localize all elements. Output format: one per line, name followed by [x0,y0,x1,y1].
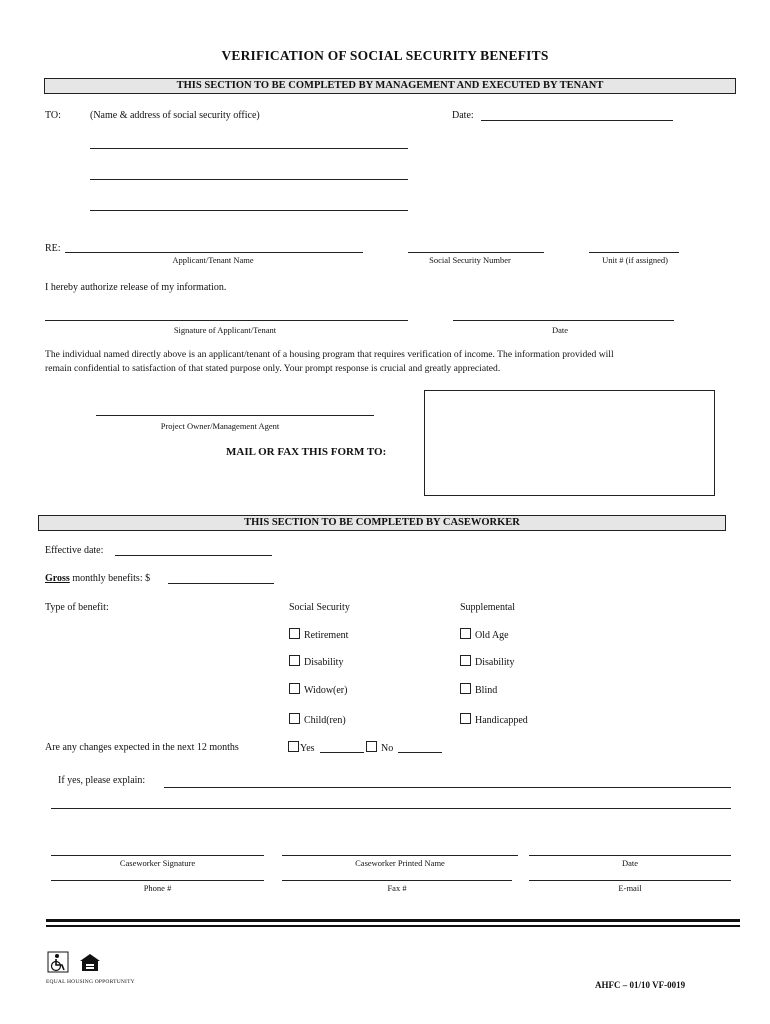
caption-signature: Signature of Applicant/Tenant [173,325,277,335]
checkbox-icon[interactable] [289,628,300,639]
footer-divider-thin [46,925,740,927]
changes-question: Are any changes expected in the next 12 months [45,742,239,753]
section-header-management: THIS SECTION TO BE COMPLETED BY MANAGEMENT AND EXECUTED BY TENANT [44,78,736,94]
office-address-line-2[interactable] [90,179,408,180]
section-header-caseworker: THIS SECTION TO BE COMPLETED BY CASEWORKER [38,515,726,531]
phone-field[interactable] [51,880,264,881]
date-label: Date: [452,110,474,121]
tenant-signature-field[interactable] [45,320,408,321]
agent-signature-field[interactable] [96,415,374,416]
footer-divider-thick [46,919,740,922]
caption-date: Date [551,325,569,335]
logo-caption: EQUAL HOUSING OPPORTUNITY [46,979,135,985]
caption-agent: Project Owner/Management Agent [160,421,280,431]
caption-applicant: Applicant/Tenant Name [172,255,254,265]
gross-word: Gross [45,573,70,584]
checkbox-icon[interactable] [288,741,299,752]
checkbox-icon[interactable] [460,628,471,639]
to-label: TO: [45,110,61,121]
supp-option-disability[interactable]: Disability [460,655,514,668]
caption-fax: Fax # [387,883,407,893]
caseworker-name-field[interactable] [282,855,518,856]
caption-caseworker-date: Date [621,858,639,868]
explain-field-line-2[interactable] [51,808,731,809]
type-of-benefit-label: Type of benefit: [45,602,109,613]
explain-field-line-1[interactable] [164,787,731,788]
caption-phone: Phone # [143,883,172,893]
re-label: RE: [45,243,61,254]
office-address-line-3[interactable] [90,210,408,211]
to-hint: (Name & address of social security office) [90,110,260,121]
caption-email: E-mail [618,883,642,893]
gross-benefits-field[interactable] [168,583,274,584]
caption-caseworker-name: Caseworker Printed Name [355,858,445,868]
mail-to-address-box[interactable] [424,390,715,496]
no-option[interactable]: No [366,741,393,754]
column-social-security: Social Security [289,602,350,613]
ss-option-widower[interactable]: Widow(er) [289,683,347,696]
supp-option-handicapped[interactable]: Handicapped [460,713,528,726]
effective-date-field[interactable] [115,555,272,556]
paragraph-line-2: remain confidential to satisfaction of that stated purpose only. Your prompt response is crucial and greatly appreciated. [45,363,501,374]
ss-option-retirement[interactable]: Retirement [289,628,348,641]
checkbox-icon[interactable] [460,655,471,666]
explain-label: If yes, please explain: [58,775,146,786]
date-field[interactable] [481,120,673,121]
tenant-signature-date-field[interactable] [453,320,674,321]
caseworker-signature-field[interactable] [51,855,264,856]
caseworker-date-field[interactable] [529,855,731,856]
ssn-field[interactable] [408,252,544,253]
logos [46,950,135,985]
ss-option-children[interactable]: Child(ren) [289,713,346,726]
checkbox-icon[interactable] [460,713,471,724]
paragraph-line-1: The individual named directly above is an applicant/tenant of a housing program that requires verification of income. The information provided will [45,349,614,360]
caption-caseworker-signature: Caseworker Signature [119,858,196,868]
yes-blank[interactable] [320,752,364,753]
fax-field[interactable] [282,880,512,881]
checkbox-icon[interactable] [366,741,377,752]
gross-rest: monthly benefits: $ [69,573,151,584]
email-field[interactable] [529,880,731,881]
page-title: VERIFICATION OF SOCIAL SECURITY BENEFITS [221,48,549,63]
yes-option[interactable]: Yes [288,741,315,754]
applicant-name-field[interactable] [65,252,363,253]
caption-unit: Unit # (if assigned) [602,255,668,265]
form-code: AHFC – 01/10 VF-0019 [595,980,686,990]
mail-fax-label: MAIL OR FAX THIS FORM TO: [226,446,387,458]
checkbox-icon[interactable] [289,713,300,724]
supp-option-old-age[interactable]: Old Age [460,628,509,641]
supp-option-blind[interactable]: Blind [460,683,497,696]
checkbox-icon[interactable] [289,683,300,694]
checkbox-icon[interactable] [289,655,300,666]
no-blank[interactable] [398,752,442,753]
gross-benefits-label [45,573,150,584]
office-address-line-1[interactable] [90,148,408,149]
ss-option-disability[interactable]: Disability [289,655,343,668]
caption-ssn: Social Security Number [429,255,511,265]
effective-date-label: Effective date: [45,545,104,556]
authorize-text: I hereby authorize release of my information. [45,282,227,293]
unit-field[interactable] [589,252,679,253]
column-supplemental: Supplemental [460,602,515,613]
checkbox-icon[interactable] [460,683,471,694]
